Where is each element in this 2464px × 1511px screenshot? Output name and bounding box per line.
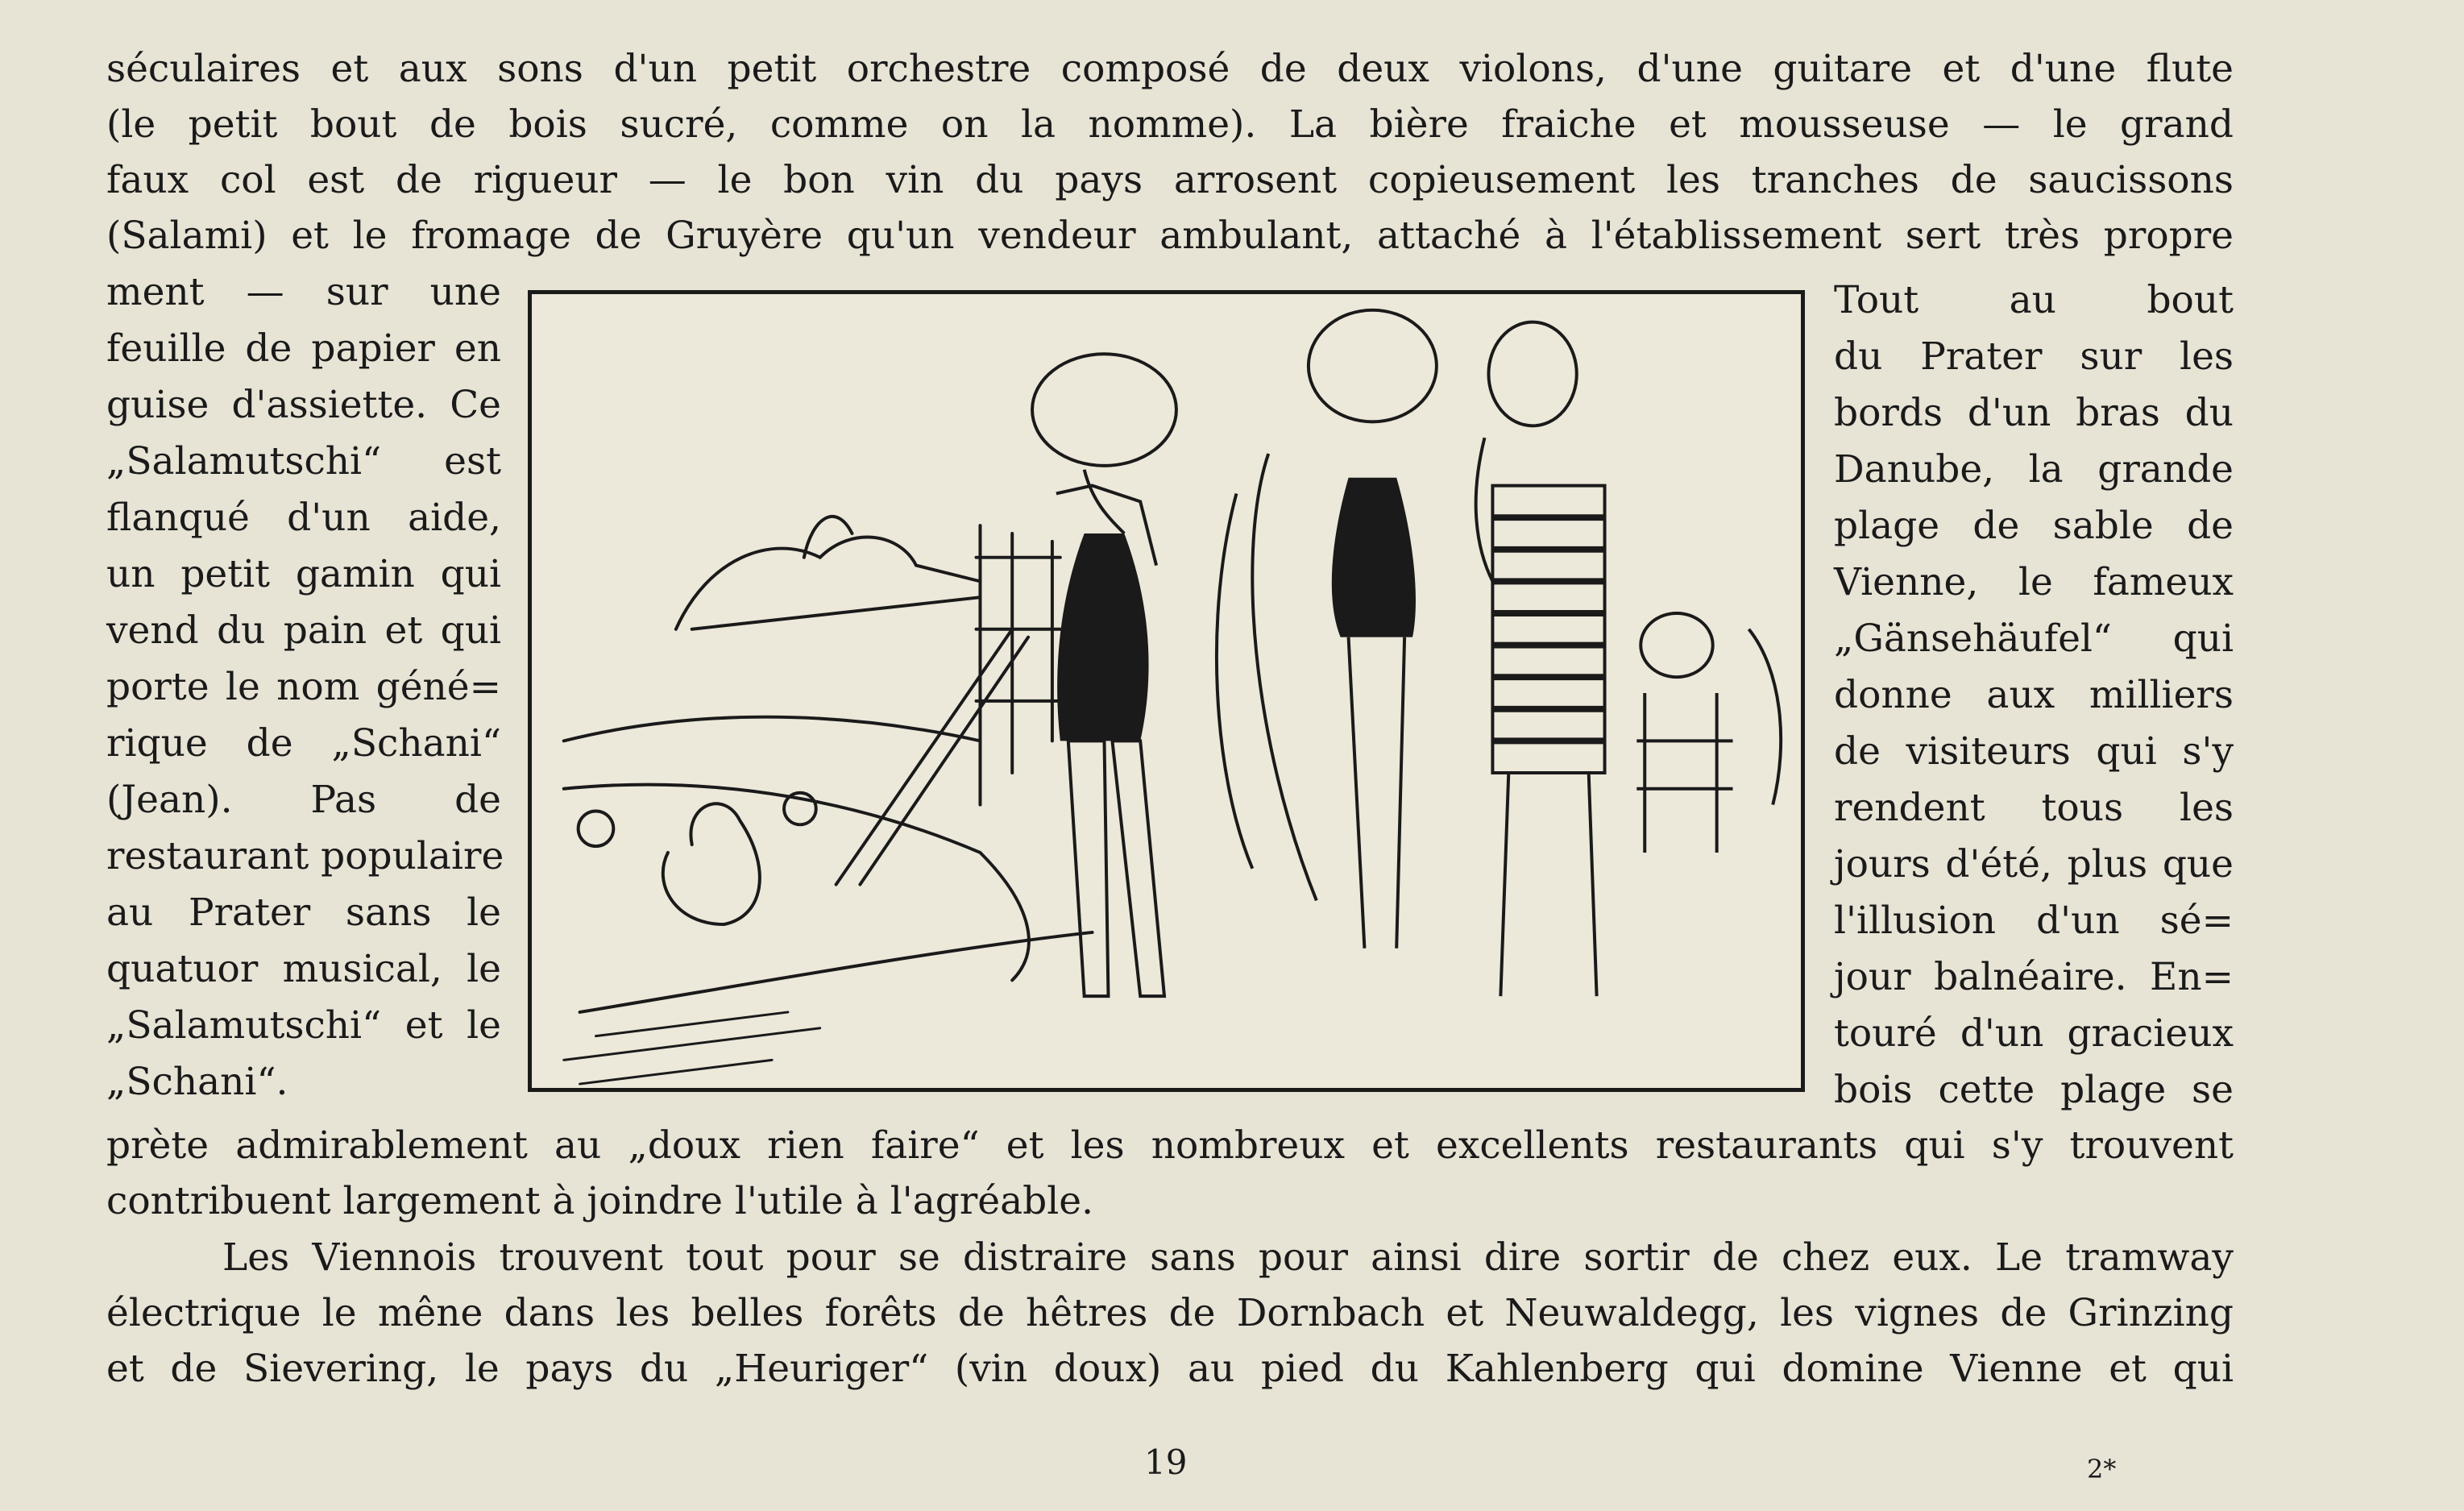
left-column-line: un petit gamin qui: [106, 552, 501, 596]
text-line: contribuent largement à joindre l'utile à l'agréable.: [106, 1179, 1094, 1223]
left-column-line: flanqué d'un aide,: [106, 496, 501, 540]
right-column-line: jours d'été, plus que: [1834, 842, 2234, 886]
right-column-line: touré d'un gracieux: [1834, 1011, 2234, 1056]
signature-mark: 2*: [2087, 1454, 2117, 1484]
text-line: (le petit bout de bois sucré, comme on la nomme). La bière fraiche et mousseuse — le grand: [106, 102, 2234, 147]
text-line: prète admirablement au „doux rien faire“ et les nombreux et excellents restaurants qui s'y trouvent: [106, 1123, 2234, 1168]
left-column-line: (Jean). Pas de: [106, 778, 501, 822]
right-column-line: plage de sable de: [1834, 504, 2234, 548]
left-column-line: porte le nom géné=: [106, 665, 501, 709]
right-column-line: bords d'un bras du: [1834, 391, 2234, 435]
right-column-line: Tout au bout: [1834, 278, 2234, 322]
right-column-line: „Gänsehäufel“ qui: [1834, 616, 2234, 661]
left-column-line: feuille de papier en: [106, 326, 501, 371]
right-column-line: bois cette plage se: [1834, 1068, 2234, 1112]
text-line: Les Viennois trouvent tout pour se distraire sans pour ainsi dire sortir de chez eux. Le tramway: [222, 1235, 2234, 1280]
left-column-line: quatuor musical, le: [106, 947, 501, 991]
right-column-line: rendent tous les: [1834, 786, 2234, 830]
right-column-line: du Prater sur les: [1834, 334, 2234, 379]
right-column-line: Vienne, le fameux: [1834, 560, 2234, 604]
text-line: faux col est de rigueur — le bon vin du pays arrosent copieusement les tranches de saucissons: [106, 158, 2234, 202]
bathers-drawing: [532, 294, 1801, 1088]
right-column-line: l'illusion d'un sé=: [1834, 899, 2234, 943]
text-line: électrique le mêne dans les belles forêts de hêtres de Dornbach et Neuwaldegg, les vignes de Grinzing: [106, 1291, 2234, 1335]
left-column-line: guise d'assiette. Ce: [106, 383, 501, 427]
text-line: (Salami) et le fromage de Gruyère qu'un vendeur ambulant, attaché à l'établissement sert très propre: [106, 214, 2234, 258]
left-column-line: „Salamutschi“ est: [106, 439, 501, 484]
text-line: séculaires et aux sons d'un petit orchestre composé de deux violons, d'une guitare et d'une flute: [106, 47, 2234, 91]
left-column-line: restaurant populaire: [106, 834, 504, 878]
left-column-line: ment — sur une: [106, 270, 501, 314]
right-column-line: Danube, la grande: [1834, 447, 2234, 492]
beach-illustration: [528, 290, 1805, 1092]
text-line: et de Sievering, le pays du „Heuriger“ (vin doux) au pied du Kahlenberg qui domine Vienne et qui: [106, 1347, 2234, 1391]
right-column-line: de visiteurs qui s'y: [1834, 729, 2234, 774]
left-column-line: au Prater sans le: [106, 890, 501, 935]
left-column-line: „Salamutschi“ et le: [106, 1003, 501, 1048]
left-column-line: „Schani“.: [106, 1060, 288, 1104]
left-column-line: rique de „Schani“: [106, 721, 501, 766]
right-column-line: jour balnéaire. En=: [1834, 955, 2234, 999]
left-column-line: vend du pain et qui: [106, 608, 501, 653]
right-column-line: donne aux milliers: [1834, 673, 2234, 717]
page-number: 19: [1144, 1443, 1188, 1482]
